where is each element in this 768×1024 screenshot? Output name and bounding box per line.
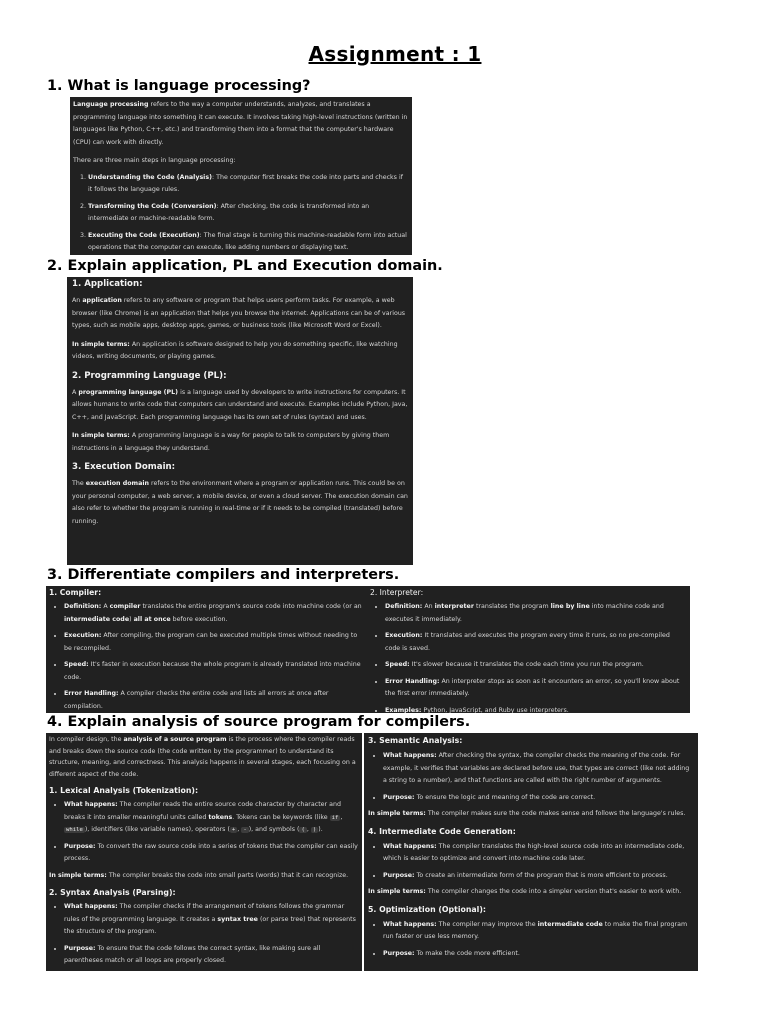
semantic-heading: 3. Semantic Analysis:: [368, 736, 463, 745]
application-heading: 1. Application:: [72, 279, 143, 289]
list-item: • Purpose: To ensure the logic and meaning of the code are correct.: [383, 792, 694, 805]
list-item: • Definition: An interpreter translates the program line by line into machine code and executes it immediately.: [385, 601, 686, 626]
compiler-screenshot: [46, 586, 366, 713]
list-item: • Purpose: To make the code more efficient.: [383, 948, 694, 961]
semantic-list: [368, 750, 694, 804]
compiler-list: [49, 601, 363, 713]
pl-simple: In simple terms: A programming language is a way for people to talk to computers by giving them instructions in a language they understand.: [72, 432, 390, 452]
list-item: • Purpose: To ensure that the code follows the correct syntax, like making sure all parentheses match or all loops are properly closed.: [64, 943, 359, 968]
list-item: • What happens: The compiler may improve the intermediate code to make the final program run faster or use less memory.: [383, 919, 694, 944]
semantic-simple: In simple terms: The compiler makes sure the code makes sense and follows the language's rules.: [368, 810, 686, 817]
icg-list: [368, 841, 694, 883]
execution-domain-heading: 3. Execution Domain:: [72, 462, 176, 472]
syntax-list: [49, 901, 359, 968]
list-item: • Definition: A compiler translates the entire program's source code into machine code (or an intermediate code) all at once before execution.: [64, 601, 363, 626]
steps-intro: There are three main steps in language processing:: [73, 157, 236, 164]
list-item: • Purpose: To create an intermediate form of the program that is more efficient to process.: [383, 870, 694, 883]
question-4-heading: 4. Explain analysis of source program for compilers.: [47, 714, 471, 730]
list-item: • Error Handling: An interpreter stops as soon as it encounters an error, so you'll know about the first error immediately.: [385, 676, 686, 701]
intro-paragraph: Language processing refers to the way a computer understands, analyzes, and translates a programming language into something it can execute. It involves taking high-level instructions (written in languages like Python, C++, etc.) and transforming them into a format that the computer's hardware (CPU) can work with directly.: [73, 101, 408, 146]
list-item: • Execution: After compiling, the program can be executed multiple times without needing to be recompiled.: [64, 630, 363, 655]
list-item: • Error Handling: A compiler checks the entire code and lists all errors at once after compilation.: [64, 688, 363, 713]
steps-list: [73, 172, 409, 255]
list-item: • What happens: The compiler checks if the arrangement of tokens follows the grammar rules of the programming language. It creates a syntax tree (or parse tree) that represents the structure of the program.: [64, 901, 359, 939]
list-item: • Purpose: To convert the raw source code into a series of tokens that the compiler can easily process.: [64, 841, 359, 866]
compiler-heading: 1. Compiler:: [49, 588, 102, 597]
analysis-right-screenshot: [364, 733, 698, 971]
icg-simple: In simple terms: The compiler changes the code into a simpler version that's easier to work with.: [368, 888, 682, 895]
language-processing-screenshot: [70, 97, 412, 255]
analysis-intro: In compiler design, the analysis of a source program is the process where the compiler reads and breaks down the source code (the code written by the programmer) to understand its structure, meaning, and correctness. This analysis happens in several stages, each focusing on a different aspect of the code.: [49, 736, 356, 778]
list-item: 3. Executing the Code (Execution): The final stage is turning this machine-readable form into actual operations that the computer can execute, like adding numbers or displaying text.: [88, 230, 409, 255]
list-item: • Examples: Python, JavaScript, and Ruby use interpreters.: [385, 705, 686, 714]
syntax-heading: 2. Syntax Analysis (Parsing):: [49, 888, 176, 898]
pl-paragraph: A programming language (PL) is a language used by developers to write instructions for computers. It allows humans to write code that computers can understand and execute. Examples include Python, Java, C++, and JavaScript. Each programming language has its own set of rules (syntax) and uses.: [72, 388, 408, 421]
list-item: • What happens: The compiler translates the high-level source code into an intermediate code, which is easier to optimize and convert into machine code later.: [383, 841, 694, 866]
lexical-heading: 1. Lexical Analysis (Tokenization):: [49, 786, 199, 796]
list-item: • What happens: The compiler reads the entire source code character by character and breaks it into smaller meaningful units called tokens. Tokens can be keywords (like if , while ), identifiers (like variable names), operators ( + , - ), and symbols ( ( , ) ).: [64, 799, 359, 837]
application-paragraph: An application refers to any software or program that helps users perform tasks. For example, a web browser (like Chrome) is an application that helps you browse the internet. Applications can be of various types, such as mobile apps, desktop apps, games, or business tools (like Microsoft Word or Excel).: [72, 297, 406, 329]
lexical-list: [49, 799, 359, 866]
interpreter-screenshot: [366, 586, 690, 713]
application-pl-execution-screenshot: [67, 277, 413, 565]
pl-heading: 2. Programming Language (PL):: [72, 370, 227, 381]
page-title: Assignment : 1: [308, 42, 482, 66]
application-simple: In simple terms: An application is software designed to help you do something specific, like watching videos, writing documents, or playing games.: [72, 340, 398, 360]
question-3-heading: 3. Differentiate compilers and interpreters.: [47, 567, 400, 583]
icg-heading: 4. Intermediate Code Generation:: [368, 826, 516, 836]
analysis-left-screenshot: [46, 733, 362, 971]
execution-domain-paragraph: The execution domain refers to the environment where a program or application runs. This could be on your personal computer, a web server, a mobile device, or even a cloud server. The execution domain can also refer to whether the program is running in real-time or if it needs to be compiled (translated) before running.: [72, 480, 408, 525]
interpreter-list: [370, 601, 686, 713]
list-item: • Speed: It's slower because it translates the code each time you run the program.: [385, 659, 686, 672]
list-item: 1. Understanding the Code (Analysis): The computer first breaks the code into parts and checks if it follows the language rules.: [88, 172, 409, 197]
optimization-heading: 5. Optimization (Optional):: [368, 904, 487, 914]
interpreter-heading: 2. Interpreter:: [370, 588, 424, 597]
list-item: • Execution: It translates and executes the program every time it runs, so no pre-compiled code is saved.: [385, 630, 686, 655]
question-2-heading: 2. Explain application, PL and Execution domain.: [47, 258, 443, 274]
question-1-heading: 1. What is language processing?: [47, 78, 311, 94]
list-item: • Speed: It's faster in execution because the whole program is already translated into machine code.: [64, 659, 363, 684]
list-item: • What happens: After checking the syntax, the compiler checks the meaning of the code. For example, it verifies that variables are declared before use, that types are correct (like not adding a string to a number), and that functions are called with the right number of arguments.: [383, 750, 694, 788]
lexical-simple: In simple terms: The compiler breaks the code into small parts (words) that it can recognize.: [49, 871, 349, 879]
optimization-list: [368, 919, 694, 961]
list-item: 2. Transforming the Code (Conversion): After checking, the code is transformed into an intermediate or machine-readable form.: [88, 201, 409, 226]
